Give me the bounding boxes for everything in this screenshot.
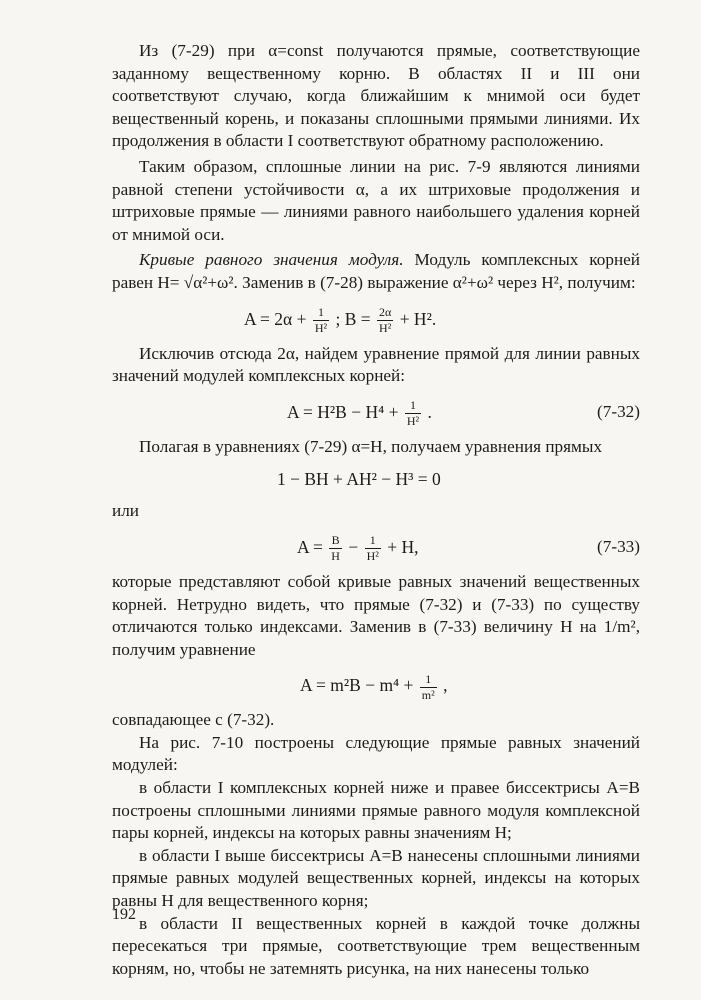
paragraph: в области II вещественных корней в каждой точке должны пересекаться три прямые, соответствующие трем вещественным корням, но, чтобы не затемнять рисунка, на них нанесены только	[112, 913, 640, 978]
equation	[112, 665, 640, 705]
paragraph: в области I выше биссектрисы A=B нанесены сплошными линиями прямые равных модулей вещественных корней, индексы на которых равны H для вещественного корня;	[112, 845, 640, 911]
denominator: H²	[406, 414, 420, 429]
section-heading: Кривые равного значения модуля.	[139, 250, 404, 270]
equation-number: (7-32)	[597, 401, 640, 421]
numerator: 1	[365, 533, 381, 549]
equation-number: (7-33)	[597, 536, 640, 556]
numerator: 1	[420, 672, 437, 688]
page-body	[112, 40, 640, 980]
paragraph-text: Модуль комплексных корней равен H= √α²+ω². Заменив в (7-28) выражение α²+ω² через H², получим:	[112, 250, 640, 292]
denominator: H²	[366, 549, 379, 564]
numerator: 2α	[379, 305, 392, 320]
fraction	[365, 533, 381, 564]
denominator: H	[331, 549, 340, 564]
equation	[112, 392, 640, 432]
equation-part: A = m²B − m⁴ +	[300, 675, 414, 696]
denominator: m²	[421, 687, 435, 702]
paragraph: На рис. 7-10 построены следующие прямые равных значений модулей:	[112, 732, 640, 775]
numerator: 1	[405, 398, 421, 414]
paragraph: Полагая в уравнениях (7-29) α=H, получаем уравнения прямых	[139, 436, 603, 456]
equation	[112, 462, 640, 496]
equation-part: ,	[443, 675, 448, 696]
fraction	[420, 672, 437, 703]
denominator: H²	[379, 321, 392, 336]
fraction	[377, 305, 393, 336]
equation-part: A = H²B − H⁴ +	[287, 401, 399, 422]
paragraph: в области I комплексных корней ниже и правее биссектрисы A=B построены сплошными линиями прямые равного модуля комплексной пары корней, индексы на которых равны значениям H;	[112, 778, 640, 843]
paragraph: совпадающее с (7-32).	[112, 710, 275, 730]
equation-part: A = 2α +	[244, 308, 307, 329]
equation	[112, 299, 640, 339]
equation-part: −	[348, 536, 359, 557]
fraction	[405, 398, 421, 429]
equation-part: .	[427, 401, 432, 422]
equation	[112, 527, 640, 567]
page-number: 192	[112, 906, 136, 923]
paragraph: которые представляют собой кривые равных значений вещественных корней. Нетрудно видеть, что прямые (7-32) и (7-33) по существу отличаются только индексами. Заменив в (7-33) величину H на 1/m², получим уравнение	[112, 571, 640, 659]
paragraph: Таким образом, сплошные линии на рис. 7-9 являются линиями равной степени устойчивости α, а их штриховые продолжения и штриховые прямые — линиями равного наибольшего удаления корней от мнимой оси.	[112, 156, 640, 244]
equation-part: 1 − BH + AH² − H³ = 0	[277, 469, 441, 490]
denominator: H²	[314, 321, 328, 336]
equation-part: ; B =	[335, 308, 371, 329]
fraction	[313, 305, 329, 336]
equation-part: A =	[297, 536, 323, 557]
fraction	[329, 533, 342, 564]
equation-part: + H².	[399, 308, 437, 329]
numerator: B	[329, 533, 342, 549]
paragraph	[112, 249, 640, 294]
paragraph: Исключив отсюда 2α, найдем уравнение прямой для линии равных значений модулей комплексных корней:	[112, 343, 640, 386]
equation-part: + H,	[387, 536, 419, 557]
paragraph: Из (7-29) при α=const получаются прямые, соответствующие заданному вещественному корню. В областях II и III они соответствуют случаю, когда ближайшим к мнимой оси будет вещественный корень, и показаны сплошными прямыми линиями. Их продолжения в области I соответствуют обратному расположению.	[112, 41, 640, 151]
numerator: 1	[313, 305, 329, 321]
paragraph: или	[112, 501, 139, 521]
